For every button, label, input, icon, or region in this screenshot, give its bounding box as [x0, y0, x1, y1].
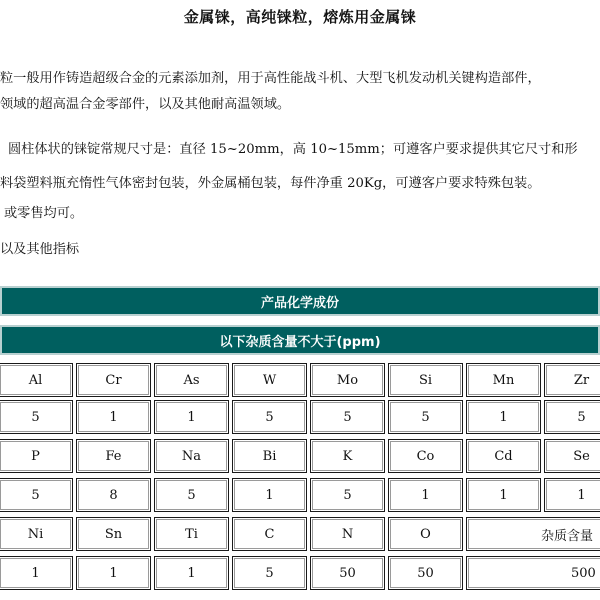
table-cell: [0, 517, 73, 551]
table-cell: [154, 363, 229, 397]
table-cell: [466, 478, 541, 512]
table-cell-text: 5: [265, 409, 274, 425]
table-cell: [310, 478, 385, 512]
table-cell: [76, 478, 151, 512]
table-cell: [388, 478, 463, 512]
table-cell: [388, 556, 463, 590]
table-cell: [466, 363, 541, 397]
table-cell-text: 5: [421, 409, 430, 425]
table-cell-text: 1: [109, 409, 118, 425]
table-cell: [232, 478, 307, 512]
table-cell-text: Cd: [494, 448, 513, 464]
table-cell-text: Se: [573, 448, 590, 464]
table-cell-text: Zr: [573, 372, 590, 388]
table-cell: [544, 363, 600, 397]
table-cell: [310, 439, 385, 473]
other-index-line: 以及其他指标: [0, 242, 80, 257]
composition-banner: 产品化学成份: [0, 286, 600, 316]
table-cell-text: Mo: [336, 372, 359, 388]
table-cell: [154, 439, 229, 473]
table-cell-text: 1: [265, 487, 274, 503]
table-cell-text: 1: [499, 409, 508, 425]
table-cell-text: 1: [187, 565, 196, 581]
table-cell-text: Bi: [262, 448, 277, 464]
table-cell-text: 1: [499, 487, 508, 503]
table-cell: [154, 478, 229, 512]
table-cell-text: Al: [28, 372, 43, 388]
table-cell-text: Si: [418, 372, 433, 388]
table-cell-text: 5: [265, 565, 274, 581]
table-cell-text: 1: [187, 409, 196, 425]
table-cell-text: 1: [421, 487, 430, 503]
table-cell: [310, 363, 385, 397]
table-cell-text: 1: [577, 487, 586, 503]
table-cell-text: 5: [31, 487, 40, 503]
table-cell-text: 5: [31, 409, 40, 425]
table-cell-text: As: [183, 372, 200, 388]
table-cell-text: Mn: [492, 372, 515, 388]
table-cell: [544, 478, 600, 512]
table-cell: [544, 439, 600, 473]
table-cell: [232, 517, 307, 551]
table-cell-text: O: [420, 526, 431, 542]
table-cell: [466, 439, 541, 473]
table-cell-text: 50: [417, 565, 434, 581]
table-cell: [310, 517, 385, 551]
table-cell: [0, 400, 73, 434]
table-cell: [0, 363, 73, 397]
table-cell: [388, 517, 463, 551]
table-cell: [76, 363, 151, 397]
intro-line-1: 粒一般用作铸造超级合金的元素添加剂，用于高性能战斗机、大型飞机发动机关键构造部件，: [0, 71, 541, 86]
table-cell: [544, 400, 600, 434]
table-cell: [154, 556, 229, 590]
table-cell: [310, 556, 385, 590]
table-cell: [0, 478, 73, 512]
table-cell-text: 杂质含量: [541, 528, 594, 544]
table-cell-text: W: [262, 372, 277, 388]
table-cell: [154, 517, 229, 551]
table-cell-text: 5: [343, 409, 352, 425]
table-cell: [232, 556, 307, 590]
table-cell-text: 5: [343, 487, 352, 503]
table-cell: [0, 439, 73, 473]
table-cell-text: Cr: [105, 372, 122, 388]
table-cell: [310, 400, 385, 434]
table-cell: [232, 400, 307, 434]
table-cell-text: 1: [109, 565, 118, 581]
table-cell-text: P: [31, 448, 40, 464]
table-cell: [388, 363, 463, 397]
table-cell-text: 500: [571, 565, 596, 581]
table-cell: [466, 517, 600, 551]
table-cell-text: Na: [181, 448, 202, 464]
page-title: 金属铼，高纯铼粒，熔炼用金属铼: [183, 8, 417, 26]
table-cell-text: 1: [31, 565, 40, 581]
table-cell-text: 50: [339, 565, 356, 581]
table-cell: [232, 363, 307, 397]
intro-line-2: 领域的超高温合金零部件，以及其他耐高温领域。: [0, 97, 291, 112]
table-cell: [466, 556, 600, 590]
table-cell-text: Sn: [104, 526, 123, 542]
table-cell-text: 8: [109, 487, 118, 503]
size-line: 圆柱体状的铼锭常规尺寸是：直径 15~20mm，高 10~15mm；可遵客户要求提供其它尺寸和形: [8, 142, 578, 157]
table-cell: [466, 400, 541, 434]
table-cell-text: 5: [187, 487, 196, 503]
table-cell: [76, 439, 151, 473]
table-cell: [232, 439, 307, 473]
table-cell: [76, 517, 151, 551]
table-cell: [76, 400, 151, 434]
table-cell: [388, 439, 463, 473]
table-cell: [154, 400, 229, 434]
table-cell-text: Ti: [185, 526, 198, 542]
table-cell: [388, 400, 463, 434]
table-cell-text: Co: [416, 448, 435, 464]
package-line: 料袋塑料瓶充惰性气体密封包装，外金属桶包装，每件净重 20Kg，可遵客户要求特殊包装。: [0, 176, 541, 191]
impurity-banner: 以下杂质含量不大于(ppm): [0, 325, 600, 355]
table-cell-text: Fe: [105, 448, 122, 464]
table-cell-text: Ni: [27, 526, 44, 542]
table-cell: [76, 556, 151, 590]
table-cell-text: C: [264, 526, 275, 542]
table-cell-text: K: [342, 448, 353, 464]
table-cell-text: N: [341, 526, 354, 542]
table-cell: [0, 556, 73, 590]
retail-line: 或零售均可。: [4, 206, 84, 221]
table-cell-text: 5: [577, 409, 586, 425]
